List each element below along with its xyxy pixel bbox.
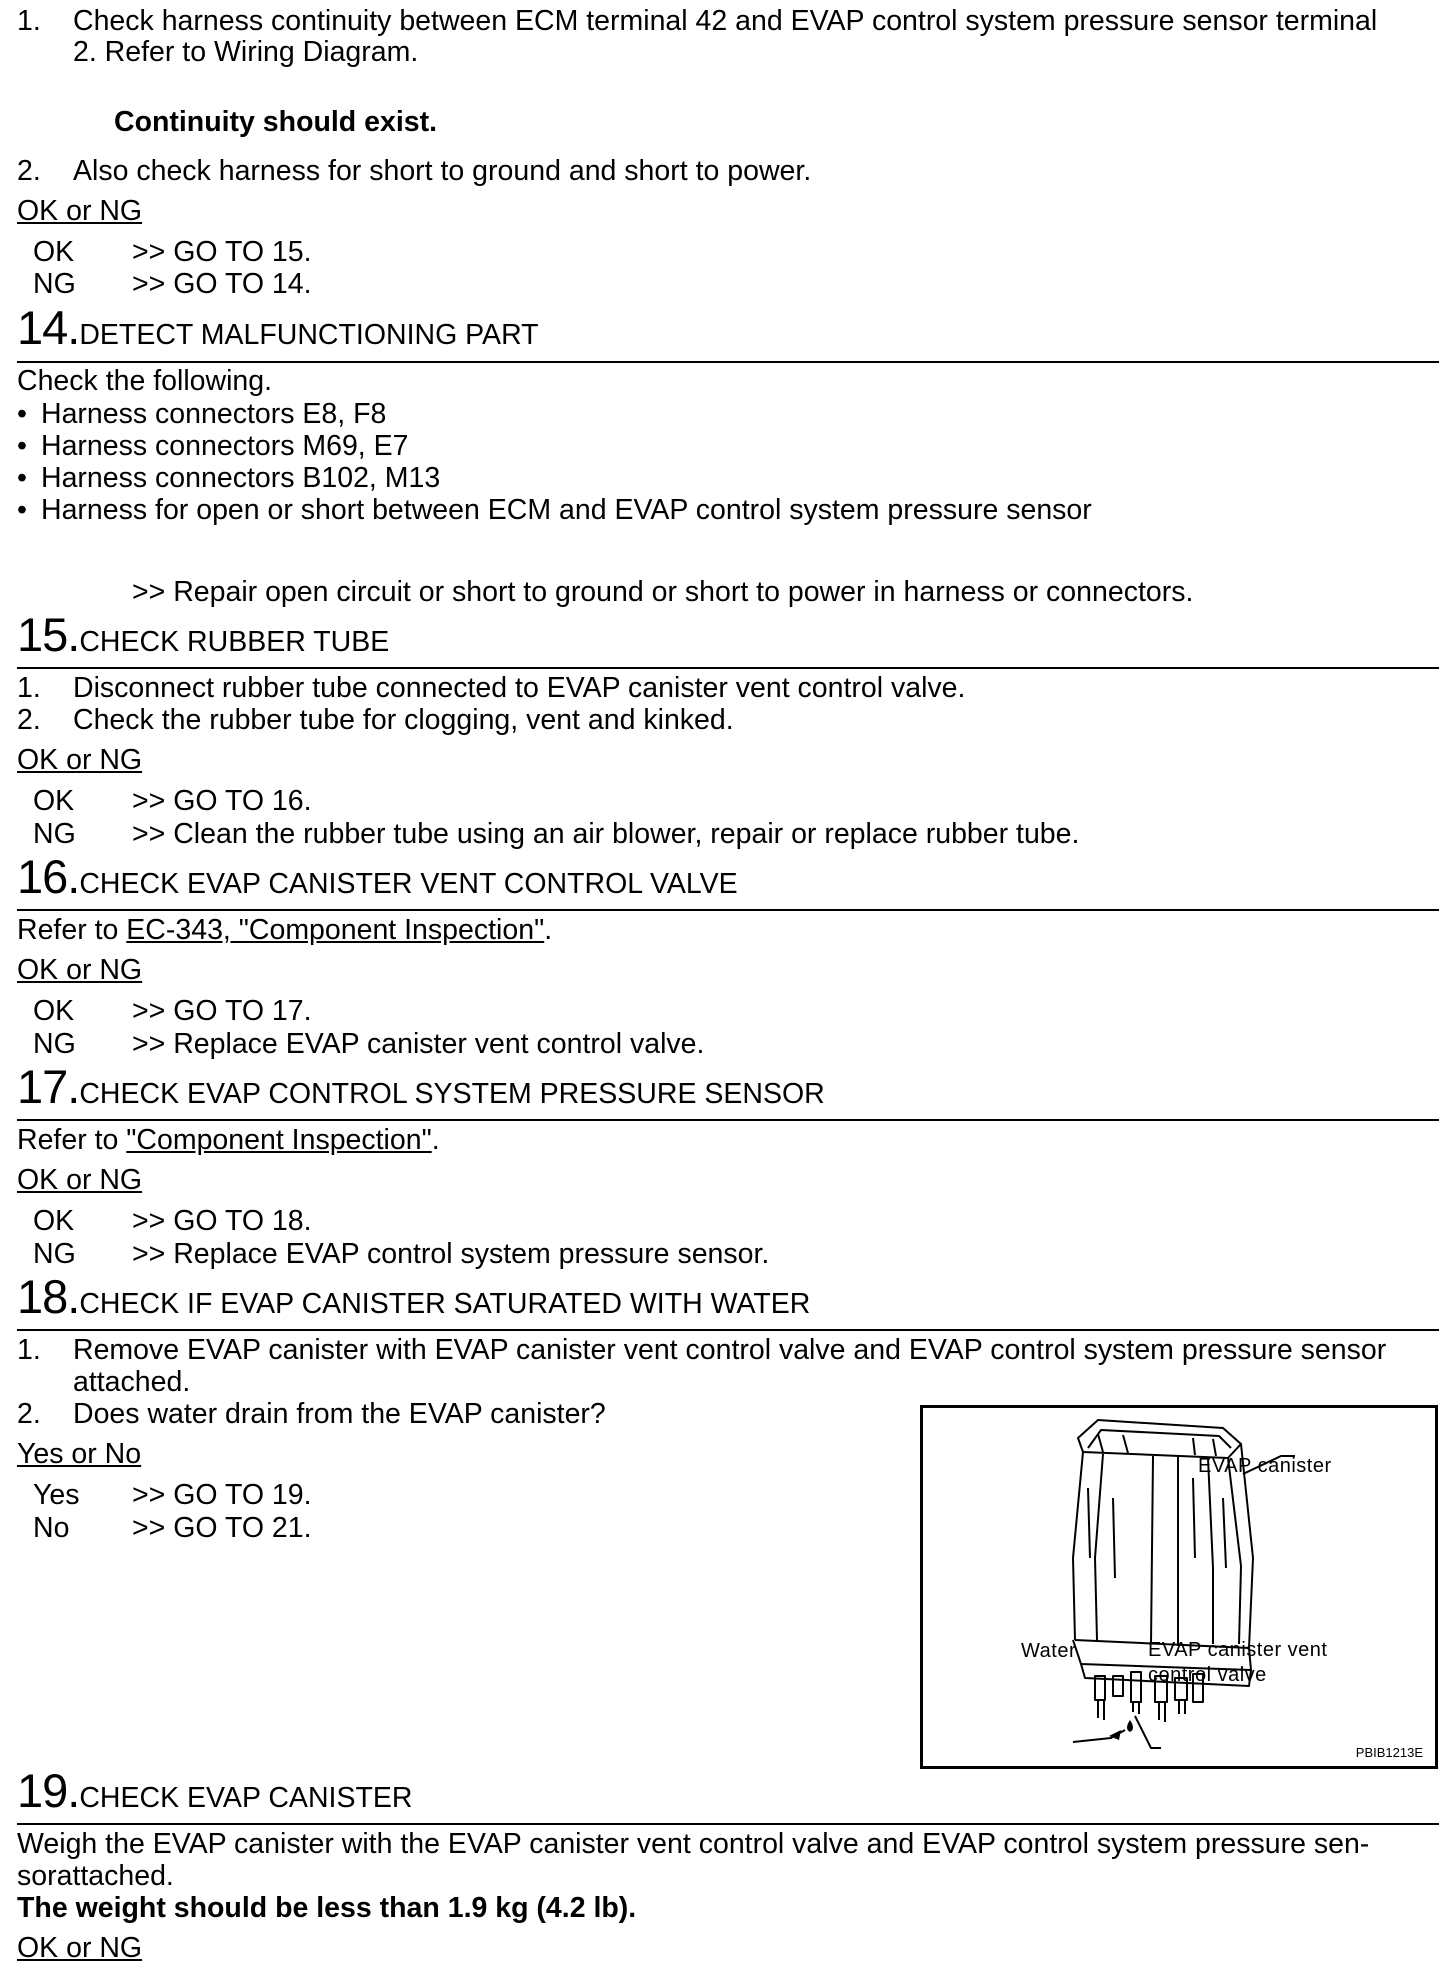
list-text: 2. Refer to Wiring Diagram. [73,36,419,68]
result-key: NG [33,268,76,300]
component-inspection-link[interactable]: EC-343, "Component Inspection" [126,914,545,946]
result-value: >> Clean the rubber tube using an air blower, repair or replace rubber tube. [132,818,1080,850]
result-key: OK [33,236,75,268]
bullet-icon: • [17,398,27,430]
list-text: Does water drain from the EVAP canister? [73,1398,606,1430]
step-14-lead: Check the following. [17,365,273,397]
result-value: >> GO TO 19. [132,1479,312,1511]
step-16-refer [17,913,552,947]
bullet-text: Harness connectors B102, M13 [41,462,441,494]
section-divider [17,667,1439,669]
step-18-heading [17,1272,810,1329]
result-key: NG [33,818,76,850]
step-number: 14. [17,301,80,354]
list-number: 1. [17,1334,41,1366]
continuity-note: Continuity should exist. [114,106,438,138]
ok-ng-heading: OK or NG [17,954,143,986]
list-text: attached. [73,1366,191,1398]
section-divider [17,1329,1439,1331]
step-title: DETECT MALFUNCTIONING PART [79,319,539,351]
list-text: Also check harness for short to ground and short to power. [73,155,812,187]
bullet-text: Harness connectors E8, F8 [41,398,387,430]
bullet-text: Harness connectors M69, E7 [41,430,409,462]
evap-canister-figure [920,1405,1438,1769]
bullet-text: Harness for open or short between ECM and EVAP control system pressure sensor [41,494,1092,526]
step-19-heading [17,1766,412,1823]
step-title: CHECK EVAP CANISTER [79,1782,413,1814]
step-14-heading [17,303,539,360]
result-value: >> Replace EVAP control system pressure sensor. [132,1238,770,1270]
weight-note: The weight should be less than 1.9 kg (4.2 lb). [17,1892,637,1924]
list-number: 1. [17,5,41,37]
step-title: CHECK RUBBER TUBE [79,626,390,658]
component-inspection-link[interactable]: "Component Inspection" [126,1124,432,1156]
section-divider [17,909,1439,911]
result-value: >> GO TO 15. [132,236,312,268]
list-text: Disconnect rubber tube connected to EVAP canister vent control valve. [73,672,966,704]
refer-prefix: Refer to [17,914,127,946]
step-number: 16. [17,850,80,903]
section-divider [17,1119,1439,1121]
result-key: OK [33,995,75,1027]
ok-ng-heading: OK or NG [17,195,143,227]
step-14-action: >> Repair open circuit or short to ground or short to power in harness or connectors. [132,576,1194,608]
step-19-text-line-1: Weigh the EVAP canister with the EVAP canister vent control valve and EVAP control system pressure sen- [17,1828,1370,1860]
result-value: >> Replace EVAP canister vent control valve. [132,1028,705,1060]
figure-code: PBIB1213E [1355,1745,1423,1760]
bullet-icon: • [17,494,27,526]
result-value: >> GO TO 21. [132,1512,312,1544]
list-number: 2. [17,1398,41,1430]
list-number: 2. [17,704,41,736]
step-number: 15. [17,608,80,661]
step-number: 17. [17,1060,80,1113]
refer-suffix: . [431,1124,440,1156]
label-vent-valve-line-1: EVAP canister vent [1148,1639,1328,1661]
result-value: >> GO TO 17. [132,995,312,1027]
refer-suffix: . [544,914,553,946]
label-evap-canister: EVAP canister [1198,1455,1332,1477]
refer-prefix: Refer to [17,1124,127,1156]
step-number: 19. [17,1764,80,1817]
step-title: CHECK EVAP CANISTER VENT CONTROL VALVE [79,868,738,900]
step-16-heading [17,852,738,909]
ok-ng-heading: OK or NG [17,1164,143,1196]
yes-no-heading: Yes or No [17,1438,142,1470]
result-key: NG [33,1028,76,1060]
bullet-icon: • [17,430,27,462]
result-key: NG [33,1238,76,1270]
list-text: Remove EVAP canister with EVAP canister vent control valve and EVAP control system pressure sensor [73,1334,1387,1366]
step-15-heading [17,610,389,667]
list-text: Check harness continuity between ECM terminal 42 and EVAP control system pressure sensor terminal [73,5,1378,37]
result-value: >> GO TO 16. [132,785,312,817]
step-number: 18. [17,1270,80,1323]
result-key: OK [33,785,75,817]
list-text: Check the rubber tube for clogging, vent and kinked. [73,704,734,736]
label-vent-valve-line-2: control valve [1148,1664,1267,1686]
step-17-refer [17,1123,440,1157]
step-title: CHECK IF EVAP CANISTER SATURATED WITH WATER [79,1288,811,1320]
label-water: Water [1021,1640,1077,1662]
list-number: 2. [17,155,41,187]
step-17-heading [17,1062,825,1119]
result-key: No [33,1512,70,1544]
list-number: 1. [17,672,41,704]
ok-ng-heading: OK or NG [17,1932,143,1964]
result-value: >> GO TO 18. [132,1205,312,1237]
result-key: OK [33,1205,75,1237]
result-key: Yes [33,1479,80,1511]
bullet-icon: • [17,462,27,494]
ok-ng-heading: OK or NG [17,744,143,776]
step-title: CHECK EVAP CONTROL SYSTEM PRESSURE SENSOR [79,1078,825,1110]
evap-canister-illustration [923,1408,1435,1766]
result-value: >> GO TO 14. [132,268,312,300]
step-19-text-line-2: sorattached. [17,1860,174,1892]
section-divider [17,361,1439,363]
section-divider [17,1823,1439,1825]
